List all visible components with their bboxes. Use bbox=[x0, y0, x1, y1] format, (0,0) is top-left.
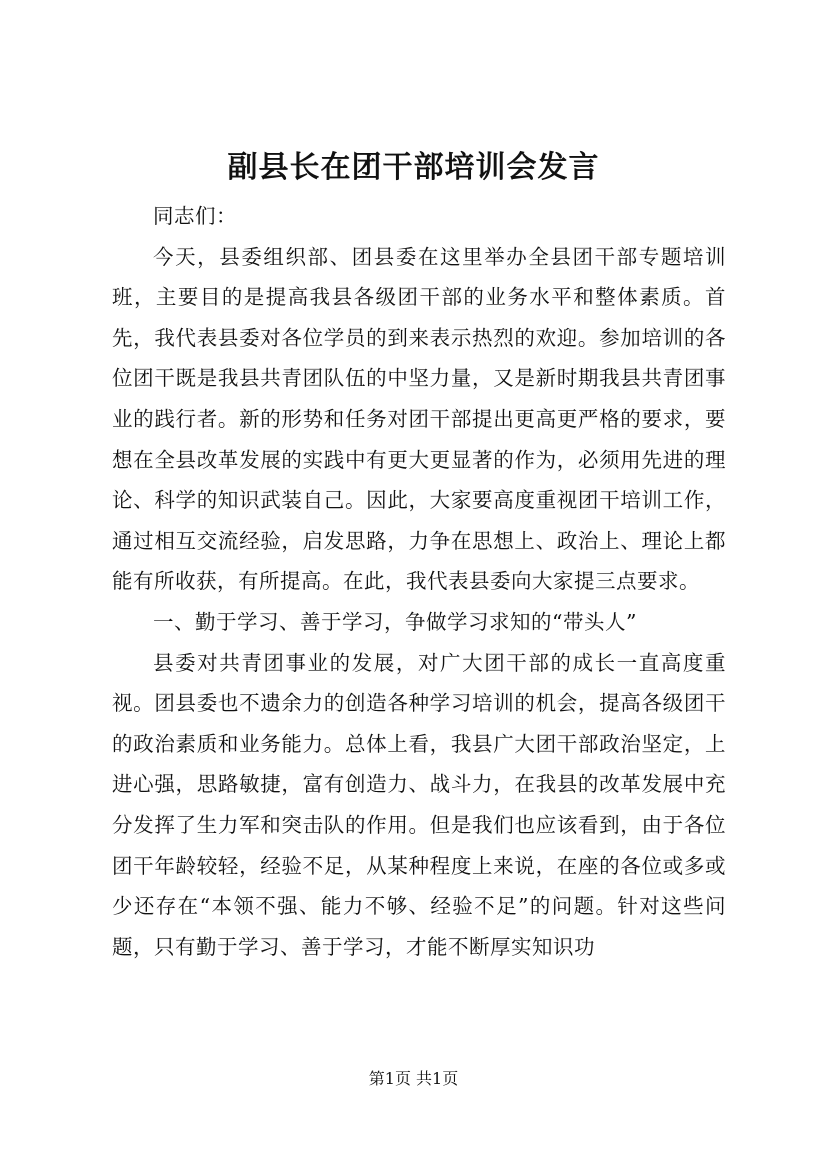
document-title: 副县长在团干部培训会发言 bbox=[227, 150, 600, 185]
page-footer: 第1页 共1页 bbox=[368, 1069, 459, 1088]
section-heading-1: 一、勤于学习、善于学习，争做学习求知的“带头人” bbox=[153, 609, 637, 634]
section-1-paragraph: 县委对共青团事业的发展，对广大团干部的成长一直高度重视。团县委也不遗余力的创造各种学习培训的机会，提高各级团干的政治素质和业务能力。总体上看，我县广大团干部政治坚定，上进心强，思路敏捷，富有创造力、战斗力，在我县的改革发展中充分发挥了生力军和突击队的作用。但是我们也应该看到，由于各位团干年龄较轻，经验不足，从某种程度上来说，在座的各位或多或少还存在“本领不强、能力不够、经验不足”的问题。针对这些问题，只有勤于学习、善于学习，才能不断厚实知识功 bbox=[112, 650, 726, 959]
salutation-paragraph: 同志们： bbox=[153, 204, 237, 228]
document-body bbox=[112, 196, 726, 967]
intro-paragraph: 今天，县委组织部、团县委在这里举办全县团干部专题培训班，主要目的是提高我县各级团干部的业务水平和整体素质。首先，我代表县委对各位学员的到来表示热烈的欢迎。参加培训的各位团干既是我县共青团队伍的中坚力量，又是新时期我县共青团事业的践行者。新的形势和任务对团干部提出更高更严格的要求，要想在全县改革发展的实践中有更大更显著的作为，必须用先进的理论、科学的知识武装自己。因此，大家要高度重视团干培训工作，通过相互交流经验，启发思路，力争在思想上、政治上、理论上都能有所收获，有所提高。在此，我代表县委向大家提三点要求。 bbox=[112, 244, 726, 594]
